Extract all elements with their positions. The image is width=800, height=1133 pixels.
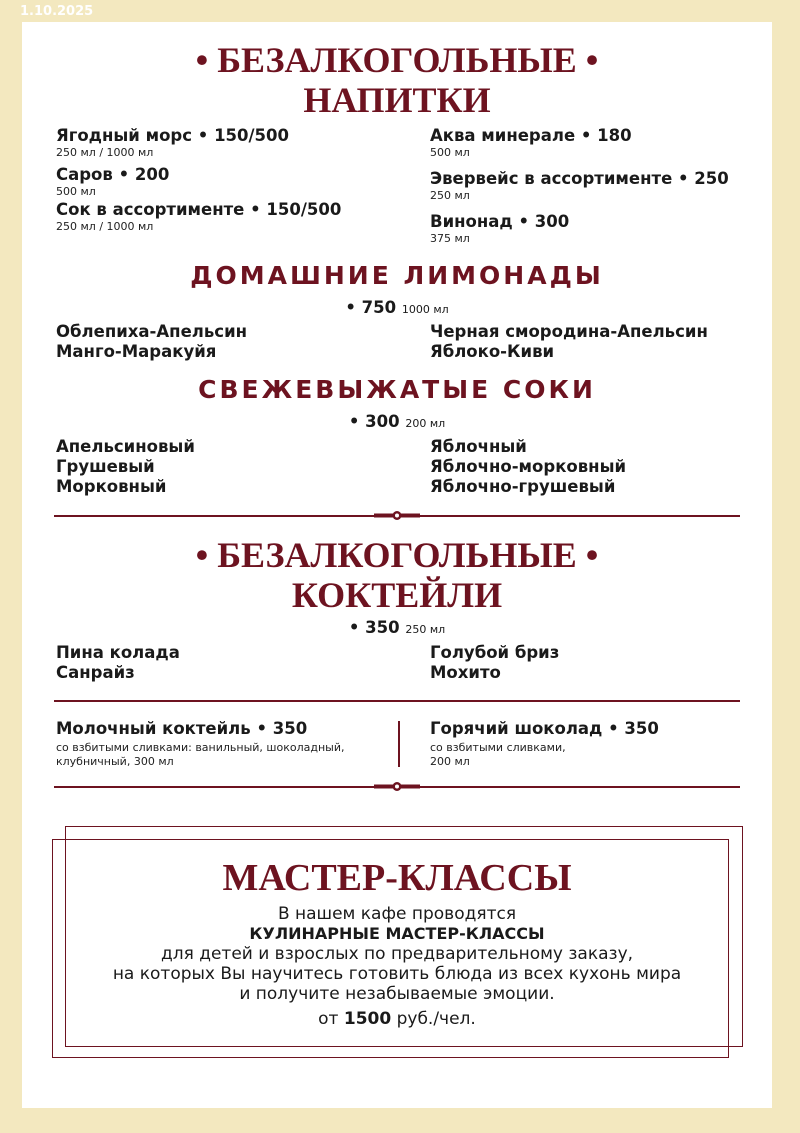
item-volume: 250 мл xyxy=(430,189,470,202)
item-volume: 375 мл xyxy=(430,232,470,245)
master-classes-text xyxy=(22,904,772,1029)
list-item: Голубой бриз xyxy=(430,643,560,662)
item-description: 200 мл xyxy=(430,755,470,768)
juices-right-column xyxy=(430,437,626,497)
list-item: Грушевый xyxy=(56,457,155,476)
item-volume: 500 мл xyxy=(56,185,96,198)
promo-line-highlight: КУЛИНАРНЫЕ МАСТЕР-КЛАССЫ xyxy=(249,924,545,943)
list-item: Яблоко-Киви xyxy=(430,342,555,361)
menu-item xyxy=(430,212,729,246)
promo-line: В нашем кафе проводятся xyxy=(277,904,517,924)
juices-price xyxy=(22,412,772,431)
price-value: 1500 xyxy=(343,1009,392,1029)
cocktails-title-line1: • БЕЗАЛКОГОЛЬНЫЕ • xyxy=(195,535,599,575)
list-item: Яблочный xyxy=(430,437,527,456)
item-name: Горячий шоколад • 350 xyxy=(430,719,659,738)
menu-sheet xyxy=(22,22,772,1108)
vertical-divider xyxy=(398,721,400,767)
soft-drinks-title xyxy=(22,40,772,120)
list-item: Манго-Маракуйя xyxy=(56,342,217,361)
price-volume: 200 мл xyxy=(405,417,446,430)
item-volume: 250 мл / 1000 мл xyxy=(56,220,154,233)
item-name: Саров • 200 xyxy=(56,165,170,184)
cocktails-left-column xyxy=(56,643,180,683)
item-name: Молочный коктейль • 350 xyxy=(56,719,308,738)
menu-item xyxy=(430,169,729,203)
menu-item xyxy=(56,126,341,160)
list-item: Апельсиновый xyxy=(56,437,195,456)
list-item: Санрайз xyxy=(56,663,135,682)
item-name: Ягодный морс • 150/500 xyxy=(56,126,289,145)
list-item: Яблочно-морковный xyxy=(430,457,627,476)
soft-drinks-title-line2: НАПИТКИ xyxy=(303,80,491,120)
item-description: со взбитыми сливками: ванильный, шоколадный, xyxy=(56,741,345,754)
divider-ornament xyxy=(372,781,422,792)
promo-line: для детей и взрослых по предварительному заказу, xyxy=(160,944,634,964)
item-name: Винонад • 300 xyxy=(430,212,570,231)
hot-chocolate-item xyxy=(430,719,659,769)
lemonades-title: ДОМАШНИЕ ЛИМОНАДЫ xyxy=(190,261,604,290)
soft-drinks-left-column xyxy=(56,126,341,234)
item-name: Сок в ассортименте • 150/500 xyxy=(56,200,342,219)
menu-item xyxy=(430,126,729,160)
list-item: Пина колада xyxy=(56,643,180,662)
cocktails-price xyxy=(22,618,772,637)
juices-title: СВЕЖЕВЫЖАТЫЕ СОКИ xyxy=(198,375,596,404)
list-item: Черная смородина-Апельсин xyxy=(430,322,708,341)
lemonades-right-column xyxy=(430,322,708,362)
cocktails-title xyxy=(22,535,772,615)
promo-line: и получите незабываемые эмоции. xyxy=(239,984,555,1004)
menu-date: 1.10.2025 xyxy=(20,4,94,19)
list-item: Морковный xyxy=(56,477,167,496)
item-description: клубничный, 300 мл xyxy=(56,755,174,768)
item-name: Эвервейс в ассортименте • 250 xyxy=(430,169,729,188)
cocktails-title-line2: КОКТЕЙЛИ xyxy=(291,575,503,615)
item-volume: 250 мл / 1000 мл xyxy=(56,146,154,159)
soft-drinks-right-column xyxy=(430,126,729,246)
milkshake-item xyxy=(56,719,345,769)
price-prefix: от xyxy=(318,1009,344,1029)
price-value: • 750 xyxy=(345,298,397,317)
master-classes-title: МАСТЕР-КЛАССЫ xyxy=(222,857,572,899)
item-volume: 500 мл xyxy=(430,146,470,159)
price-value: • 300 xyxy=(348,412,400,431)
list-item: Мохито xyxy=(430,663,501,682)
divider-ornament xyxy=(372,510,422,521)
list-item: Яблочно-грушевый xyxy=(430,477,616,496)
list-item: Облепиха-Апельсин xyxy=(56,322,248,341)
promo-price xyxy=(22,1009,772,1029)
promo-line: на которых Вы научитесь готовить блюда из всех кухонь мира xyxy=(112,964,682,984)
soft-drinks-title-line1: • БЕЗАЛКОГОЛЬНЫЕ • xyxy=(195,40,599,80)
cocktails-right-column xyxy=(430,643,559,683)
price-volume: 250 мл xyxy=(405,623,446,636)
lemonades-price xyxy=(22,298,772,317)
item-description: со взбитыми сливками, xyxy=(430,741,566,754)
lemonades-left-column xyxy=(56,322,247,362)
price-volume: 1000 мл xyxy=(401,303,449,316)
menu-item xyxy=(56,165,341,199)
menu-item xyxy=(56,200,341,234)
section-divider xyxy=(54,700,740,702)
item-name: Аква минерале • 180 xyxy=(430,126,632,145)
juices-left-column xyxy=(56,437,195,497)
price-suffix: руб./чел. xyxy=(391,1009,476,1029)
price-value: • 350 xyxy=(348,618,400,637)
